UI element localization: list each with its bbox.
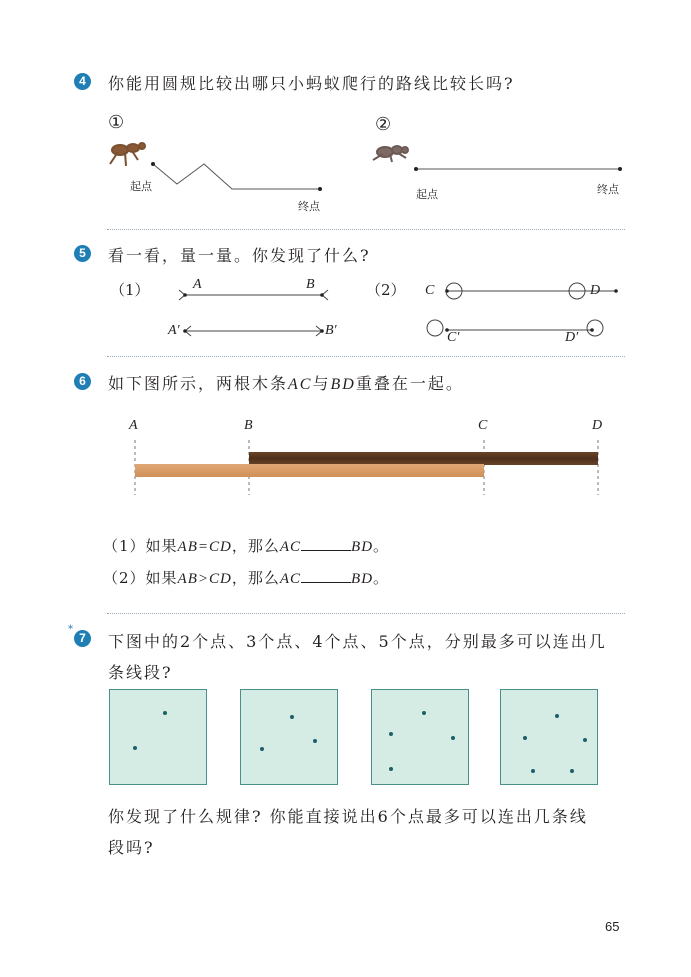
point-dot xyxy=(422,711,426,715)
point-dot xyxy=(290,715,294,719)
question-4-text: 你能用圆规比较出哪只小蚂蚁爬行的路线比较长吗? xyxy=(108,74,515,93)
wood-point-d: D xyxy=(592,418,603,433)
point-dot xyxy=(133,746,137,750)
figure-1-label: ① xyxy=(108,112,125,133)
question-7-badge: 7 xyxy=(74,630,91,647)
question-6-badge: 6 xyxy=(74,373,91,390)
text: 与 xyxy=(312,374,331,393)
question-7-follow-line-2: 段吗? xyxy=(108,838,155,857)
path-1-zigzag xyxy=(153,164,320,189)
point-dot xyxy=(451,736,455,740)
question-5-text: 看一看，量一量。你发现了什么? xyxy=(108,246,371,265)
segment: BD xyxy=(351,571,374,587)
wood-strip-ac xyxy=(135,464,484,477)
question-7-follow-line-1: 你发现了什么规律? 你能直接说出6个点最多可以连出几条线 xyxy=(108,807,588,826)
dot-box-2-points xyxy=(109,689,207,785)
challenge-marker: * xyxy=(68,624,73,635)
ant-2-icon xyxy=(373,146,408,162)
section-divider xyxy=(107,356,625,357)
text: 如下图所示，两根木条 xyxy=(108,374,289,393)
figure-2-label: ② xyxy=(375,114,392,135)
question-6-text xyxy=(108,371,464,394)
point-a-label: A xyxy=(193,277,202,292)
segment: AC xyxy=(279,571,302,587)
point-c-label: C xyxy=(425,283,435,298)
wood-point-b: B xyxy=(244,418,253,433)
question-4-badge: 4 xyxy=(74,73,91,90)
text: ，那么 xyxy=(231,537,280,555)
point-c-prime-label: C′ xyxy=(447,330,460,345)
point-dot xyxy=(260,747,264,751)
segment: BD xyxy=(351,539,374,555)
segment-bd: BD xyxy=(330,376,356,393)
dot-box-3-points xyxy=(240,689,338,785)
text: （2）如果 xyxy=(103,569,178,587)
part-2-label: （2） xyxy=(366,281,406,299)
question-7-line-1: 下图中的2个点、3个点、4个点、5个点，分别最多可以连出几 xyxy=(108,632,607,651)
figure-1-end-label: 终点 xyxy=(298,200,320,213)
figure-2-start-label: 起点 xyxy=(416,188,438,201)
condition: AB=CD xyxy=(177,539,232,555)
dot-box-5-points xyxy=(500,689,598,785)
point-dot xyxy=(531,769,535,773)
segments-figure xyxy=(0,260,691,350)
question-5-badge: 5 xyxy=(74,245,91,262)
ant-paths-figure xyxy=(0,0,691,230)
section-divider xyxy=(107,229,625,230)
point-d-prime-label: D′ xyxy=(565,330,579,345)
point-d-label: D xyxy=(590,283,601,298)
condition: AB>CD xyxy=(177,571,232,587)
text: （1）如果 xyxy=(103,537,178,555)
answer-blank[interactable] xyxy=(301,536,351,551)
point-dot xyxy=(570,769,574,773)
part-1-label: （1） xyxy=(110,281,150,299)
text: 。 xyxy=(373,537,390,555)
text: 。 xyxy=(373,569,390,587)
answer-blank[interactable] xyxy=(301,568,351,583)
wood-point-c: C xyxy=(478,418,488,433)
wood-strips-figure xyxy=(0,435,691,500)
question-6-sub-1 xyxy=(103,535,389,556)
point-dot xyxy=(583,738,587,742)
point-dot xyxy=(163,711,167,715)
wood-point-a: A xyxy=(129,418,138,433)
segment: AC xyxy=(279,539,302,555)
point-dot xyxy=(523,736,527,740)
wood-strip-bd xyxy=(249,452,598,465)
text: 重叠在一起。 xyxy=(355,374,464,393)
point-dot xyxy=(555,714,559,718)
figure-1-start-label: 起点 xyxy=(130,180,152,193)
point-b-prime-label: B′ xyxy=(325,323,337,338)
ant-1-icon xyxy=(110,143,145,166)
section-divider xyxy=(107,613,625,614)
page-number: 65 xyxy=(605,919,620,934)
point-a-prime-label: A′ xyxy=(168,323,180,338)
figure-2-end-label: 终点 xyxy=(597,183,619,196)
point-dot xyxy=(389,767,393,771)
question-6-sub-2 xyxy=(103,567,389,588)
point-dot xyxy=(389,732,393,736)
text: ，那么 xyxy=(231,569,280,587)
question-7-line-2: 条线段? xyxy=(108,663,173,682)
segment-ac: AC xyxy=(288,376,313,393)
point-dot xyxy=(313,739,317,743)
point-b-label: B xyxy=(306,277,315,292)
